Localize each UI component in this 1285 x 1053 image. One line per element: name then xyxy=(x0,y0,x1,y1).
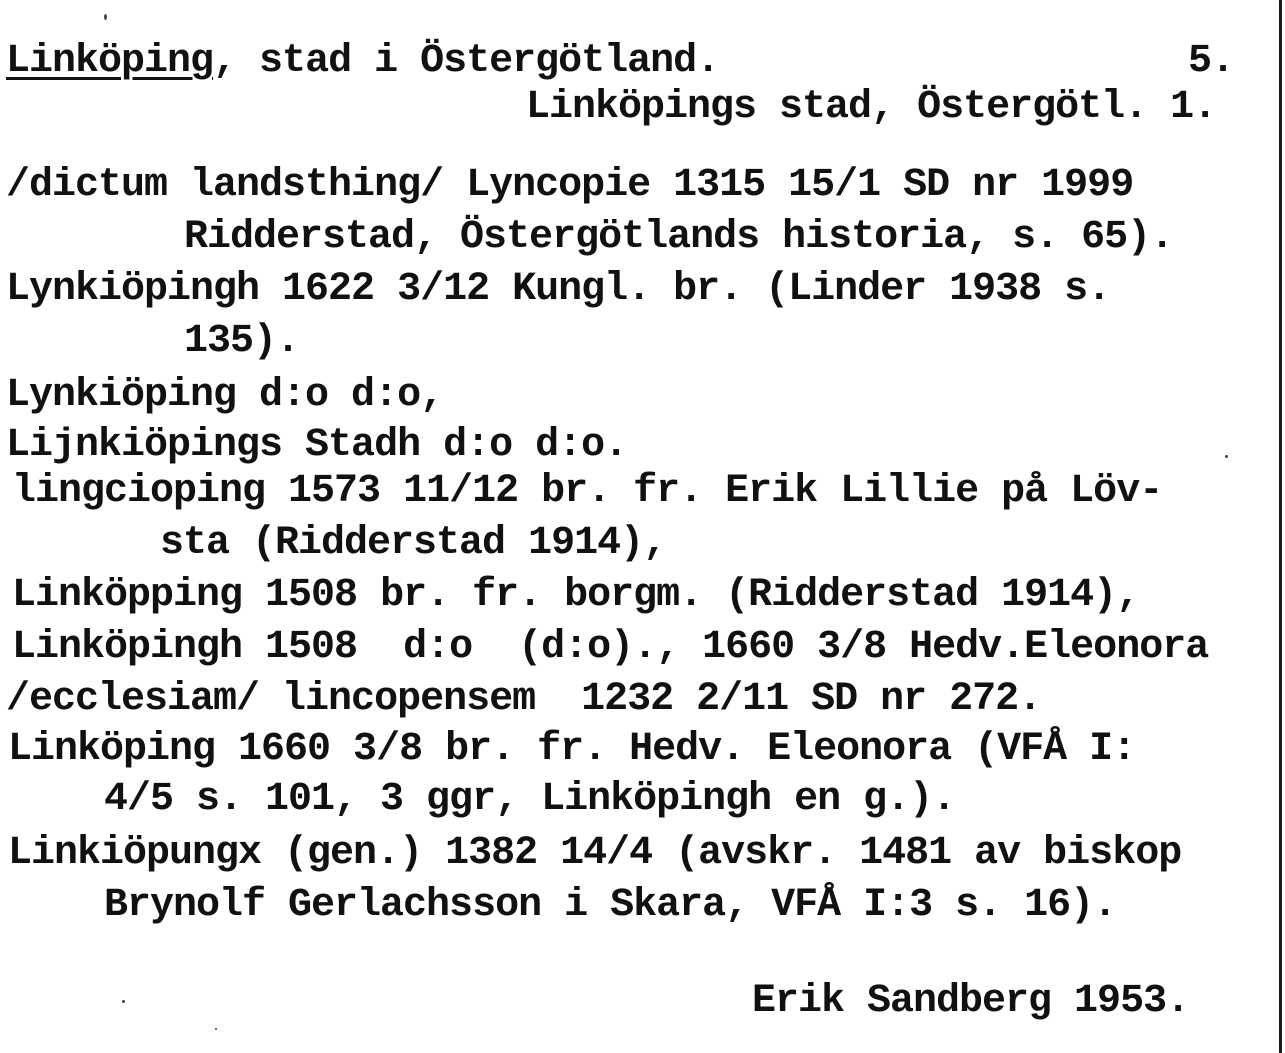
card-edge xyxy=(1279,0,1282,1053)
entry-line: /ecclesiam/ lincopensem 1232 2/11 SD nr 272. xyxy=(6,677,1042,722)
entry-line: 4/5 s. 101, 3 ggr, Linköpingh en g.). xyxy=(104,777,956,822)
ink-speck xyxy=(122,1000,125,1003)
card-subheading: Linköpings stad, Östergötl. 1. xyxy=(526,85,1217,130)
card-number: 5. xyxy=(1188,39,1235,84)
entry-line: /dictum landsthing/ Lyncopie 1315 15/1 SD nr 1999 xyxy=(6,163,1134,208)
entry-line: Lynkiöping d:o d:o, xyxy=(6,373,444,418)
entry-line: sta (Ridderstad 1914), xyxy=(160,521,667,566)
entry-line: Brynolf Gerlachsson i Skara, VFÅ I:3 s. 16). xyxy=(104,883,1117,928)
ink-speck xyxy=(215,1028,217,1030)
place-description: , stad i Östergötland. xyxy=(213,39,720,84)
entry-line: Ridderstad, Östergötlands historia, s. 65). xyxy=(184,215,1174,260)
entry-line: Linköpping 1508 br. fr. borgm. (Ridderstad 1914), xyxy=(12,573,1140,618)
entry-line: Lijnkiöpings Stadh d:o d:o. xyxy=(6,423,628,468)
card-heading xyxy=(6,36,719,88)
entry-line: Lynkiöpingh 1622 3/12 Kungl. br. (Linder 1938 s. xyxy=(6,267,1111,312)
entry-line: Linköping 1660 3/8 br. fr. Hedv. Eleonora (VFÅ I: xyxy=(8,727,1136,772)
ink-speck xyxy=(104,14,107,20)
signature: Erik Sandberg 1953. xyxy=(752,979,1190,1024)
place-name: Linköping xyxy=(6,39,214,84)
entry-line: lingcioping 1573 11/12 br. fr. Erik Lillie på Löv- xyxy=(12,469,1163,514)
entry-line: Linkiöpungx (gen.) 1382 14/4 (avskr. 1481 av biskop xyxy=(8,831,1182,876)
entry-line: 135). xyxy=(184,319,300,364)
ink-speck xyxy=(1225,455,1228,458)
entry-line: Linköpingh 1508 d:o (d:o)., 1660 3/8 Hedv.Eleonora xyxy=(12,625,1209,670)
